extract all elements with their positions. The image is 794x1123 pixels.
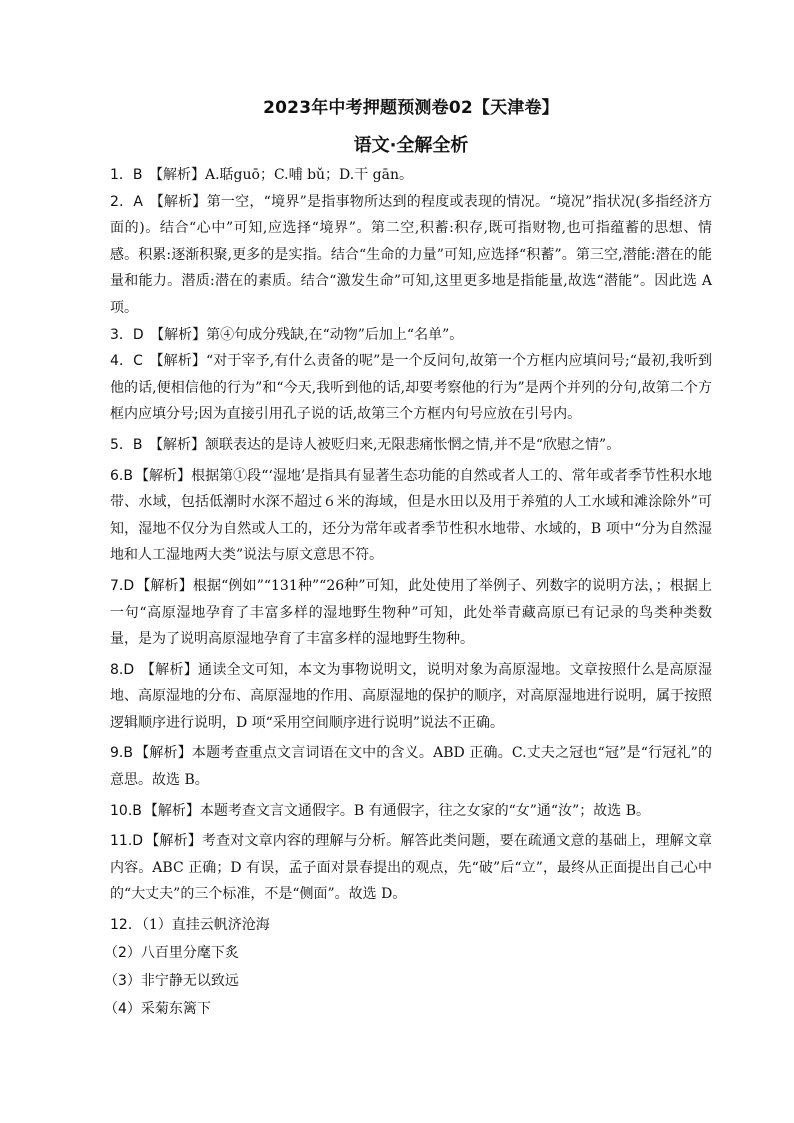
document-title: 2023年中考押题预测卷02【天津卷】 xyxy=(263,98,559,118)
answer-item-1: 1．B 【解析】A.聒guō；C.哺 bǔ；D.干 gān。 xyxy=(110,167,413,183)
answer-item-11: 11.D 【解析】考查对文章内容的理解与分析。解答此类问题，要在疏通文意的基础上，理解文章内容。ABC 正确；D 有误，孟子面对景春提出的观点，先“破”后“立”，最终从正面提出自己心中的“大丈夫”的三个标准，不是“侧面”。故选 D。 xyxy=(110,833,713,903)
answer-item-2: 2．A 【解析】第一空，“境界”是指事物所达到的程度或表现的情况。“境况”指状况(多指经济方面的)。结合“心中”可知,应选择“境界”。第二空,积蓄:积存,既可指财物,也可指蕴蓄的思想、情感。积累:逐渐积聚,更多的是实指。结合“生命的力量”可知,应选择“积蓄”。第三空,潜能:潜在的能量和能力。潜质:潜在的素质。结合“激发生命”可知,这里更多地是指能量,故选“潜能”。因此选 A项。 xyxy=(110,193,712,316)
answer-list xyxy=(104,162,713,1023)
q12-line-2: （2）八百里分麾下炙 xyxy=(104,944,239,961)
answer-item-5: 5．B 【解析】颔联表达的是诗人被贬归来,无限悲痛怅惘之情,并不是“欣慰之情”。 xyxy=(110,436,621,453)
q12-line-1: （1）直挂云帆济沧海 xyxy=(141,917,270,934)
answer-item-12: 12．（1）直挂云帆济沧海 xyxy=(110,917,270,934)
document-subtitle: 语文·全解全析 xyxy=(353,135,469,156)
answer-item-4: 4．C 【解析】“对于宰予,有什么责备的呢”是一个反问句,故第一个方框内应填问号;“最初,我听到他的话,便相信他的行为”和“今天,我听到他的话,却要考察他的行为”是两个并列的分句,故第二个方框内应填分号;因为直接引用孔子说的话,故第三个方框内句号应放在引号内。 xyxy=(110,353,713,423)
answer-item-3: 3．D 【解析】第④句成分残缺,在“动物”后加上“名单”。 xyxy=(110,326,464,343)
answer-item-6: 6.B 【解析】根据第①段“‘湿地’是指具有显著生态功能的自然或者人工的、常年或者季节性积水地带、水域，包括低潮时水深不超过６米的海域，但是水田以及用于养殖的人工水域和滩涂除外”可知，湿地不仅分为自然或人工的，还分为常年或者季节性积水地带、水域的，B 项中“分为自然湿地和人工湿地两大类”说法与原文意思不符。 xyxy=(110,467,713,564)
answer-item-10: 10.B 【解析】本题考查文言文通假字。B 有通假字，往之女家的“女”通“汝”；故选 B。 xyxy=(110,802,650,819)
answer-item-8: 8.D 【解析】通读全文可知，本文为事物说明文，说明对象为高原湿地。文章按照什么是高原湿地、高原湿地的分布、高原湿地的作用、高原湿地的保护的顺序，对高原湿地进行说明，属于按照逻辑顺序进行说明，D 项“采用空间顺序进行说明”说法不正确。 xyxy=(110,661,713,731)
answer-item-9: 9.B 【解析】本题考查重点文言词语在文中的含义。ABD 正确。C.丈夫之冠也“冠”是“行冠礼”的意思。故选 B。 xyxy=(110,745,712,789)
q12-line-4: （4）采菊东篱下 xyxy=(104,1000,211,1017)
q12-line-3: （3）非宁静无以致远 xyxy=(104,972,239,989)
answer-item-7: 7.D 【解析】根据“例如”“131种”“26种”可知，此处使用了举例子、列数字的说明方法，；根据上一句“高原湿地孕育了丰富多样的湿地野生物种”可知，此处举青藏高原已有记录的鸟类种类数量，是为了说明高原湿地孕育了丰富多样的湿地野生物种。 xyxy=(110,577,713,648)
